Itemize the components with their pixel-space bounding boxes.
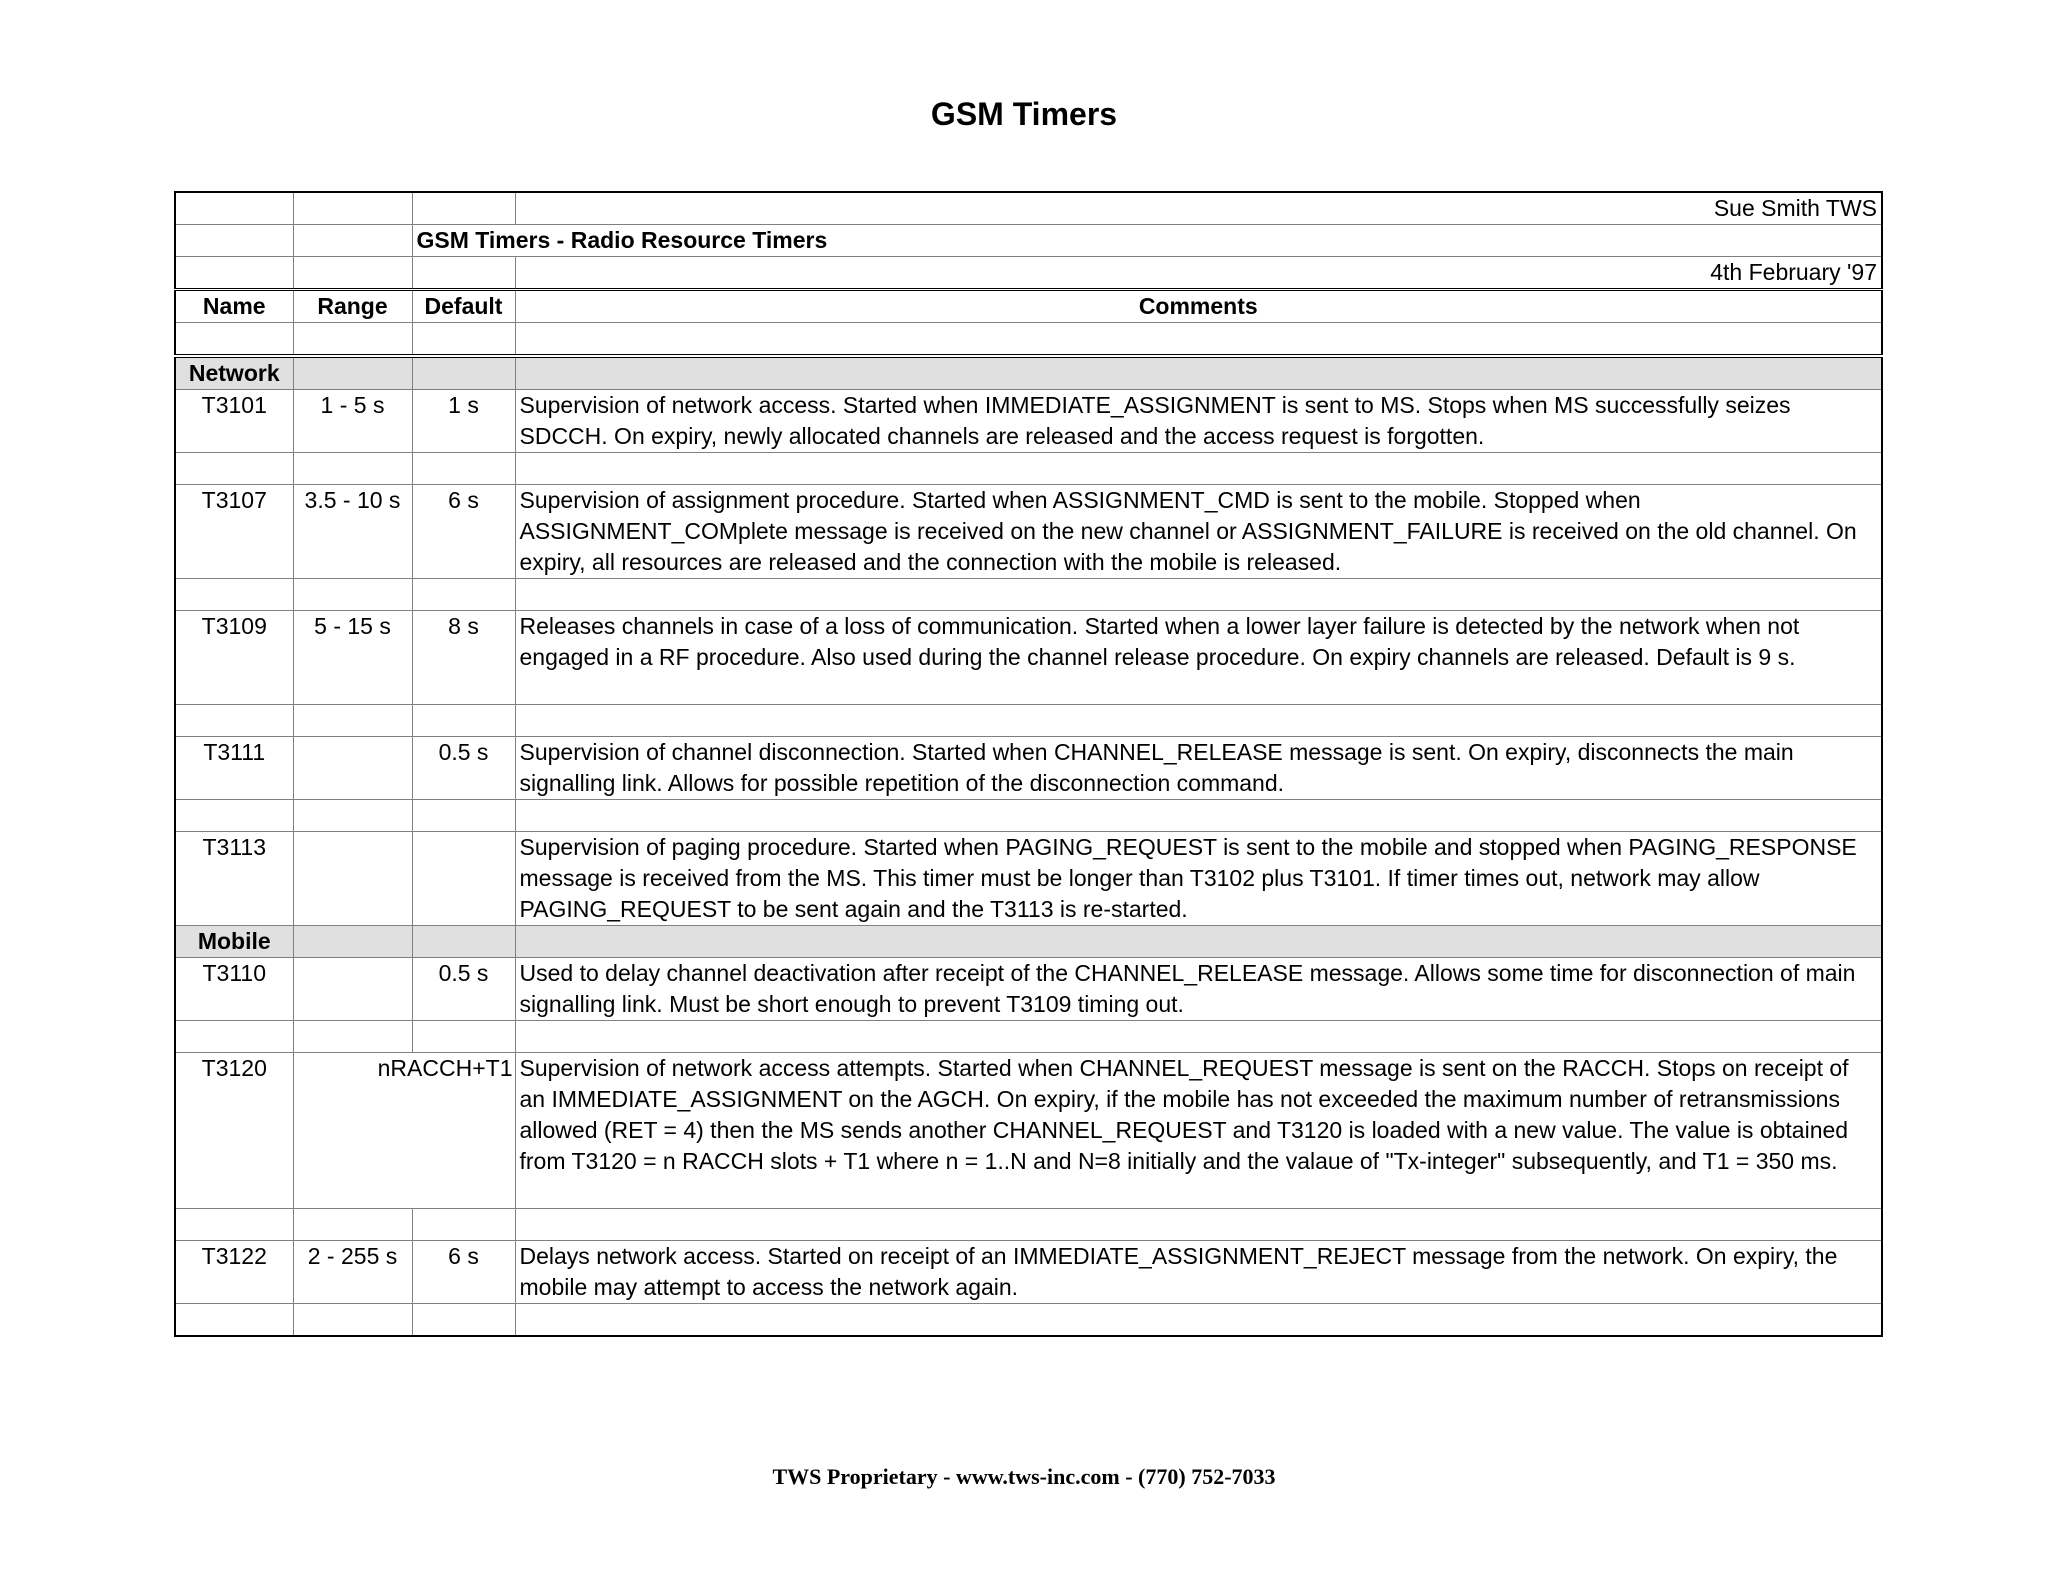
column-header-name: Name <box>175 290 293 323</box>
timer-name: T3120 <box>175 1053 293 1209</box>
spacer-row <box>175 453 1882 485</box>
meta-row-subtitle <box>175 225 1882 257</box>
column-header-row <box>175 290 1882 323</box>
timer-range <box>293 832 412 926</box>
section-label: Network <box>175 356 293 390</box>
timer-name: T3111 <box>175 737 293 800</box>
timer-name: T3113 <box>175 832 293 926</box>
timer-range: 5 - 15 s <box>293 611 412 705</box>
timer-range: 2 - 255 s <box>293 1241 412 1304</box>
timer-name: T3101 <box>175 390 293 453</box>
table-row <box>175 958 1882 1021</box>
spacer-row <box>175 1209 1882 1241</box>
table-row <box>175 485 1882 579</box>
timer-range: 3.5 - 10 s <box>293 485 412 579</box>
timer-comment: Used to delay channel deactivation after receipt of the CHANNEL_RELEASE message. Allows some time for disconnection of main signalling link. Must be short enough to prevent T3109 timing out. <box>515 958 1882 1021</box>
table-row <box>175 1053 1882 1209</box>
section-label: Mobile <box>175 926 293 958</box>
page-title: GSM Timers <box>930 96 1118 132</box>
spacer-row <box>175 800 1882 832</box>
table-row <box>175 832 1882 926</box>
section-header-network <box>175 356 1882 390</box>
table-row <box>175 1241 1882 1304</box>
column-header-default: Default <box>412 290 515 323</box>
date-label: 4th February '97 <box>515 257 1882 290</box>
author-label: Sue Smith TWS <box>515 192 1882 225</box>
timer-default: 1 s <box>412 390 515 453</box>
spacer-row <box>175 1021 1882 1053</box>
footer-text: TWS Proprietary - www.tws-inc.com - (770) 752-7033 <box>772 1464 1276 1489</box>
timer-default: 0.5 s <box>412 958 515 1021</box>
spacer-row <box>175 1304 1882 1337</box>
subtitle: GSM Timers - Radio Resource Timers <box>412 225 1882 257</box>
timer-default: nRACCH+T1 <box>293 1053 515 1209</box>
table-row <box>175 390 1882 453</box>
section-header-mobile <box>175 926 1882 958</box>
timer-default <box>412 832 515 926</box>
timer-range <box>293 958 412 1021</box>
timer-comment: Releases channels in case of a loss of communication. Started when a lower layer failure is detected by the network when not engaged in a RF procedure. Also used during the channel release procedure. On expiry channels are released. Default is 9 s. <box>515 611 1882 705</box>
column-header-comments: Comments <box>515 290 1882 323</box>
timer-comment: Supervision of network access attempts. Started when CHANNEL_REQUEST message is sent on the RACCH. Stops on receipt of an IMMEDIATE_ASSIGNMENT on the AGCH. On expiry, if the mobile has not exceeded the maximum number of retransmissions allowed (RET = 4) then the MS sends another CHANNEL_REQUEST and T3120 is loaded with a new value. The value is obtained from T3120 = n RACCH slots + T1 where n = 1..N and N=8 initially and the valaue of "Tx-integer" subsequently, and T1 = 350 ms. <box>515 1053 1882 1209</box>
timer-name: T3122 <box>175 1241 293 1304</box>
timer-comment: Supervision of channel disconnection. Started when CHANNEL_RELEASE message is sent. On expiry, disconnects the main signalling link. Allows for possible repetition of the disconnection command. <box>515 737 1882 800</box>
meta-row-author <box>175 192 1882 225</box>
timers-table <box>174 191 1883 1337</box>
timer-range: 1 - 5 s <box>293 390 412 453</box>
spacer-row <box>175 579 1882 611</box>
timer-comment: Supervision of paging procedure. Started when PAGING_REQUEST is sent to the mobile and stopped when PAGING_RESPONSE message is received from the MS. This timer must be longer than T3102 plus T3101. If timer times out, network may allow PAGING_REQUEST to be sent again and the T3113 is re-started. <box>515 832 1882 926</box>
table-row <box>175 737 1882 800</box>
spacer-row <box>175 705 1882 737</box>
timer-name: T3107 <box>175 485 293 579</box>
timer-default: 8 s <box>412 611 515 705</box>
timer-name: T3110 <box>175 958 293 1021</box>
timer-default: 6 s <box>412 1241 515 1304</box>
spacer-row <box>175 323 1882 357</box>
table-row <box>175 611 1882 705</box>
meta-row-date <box>175 257 1882 290</box>
timer-default: 0.5 s <box>412 737 515 800</box>
timer-default: 6 s <box>412 485 515 579</box>
timer-name: T3109 <box>175 611 293 705</box>
timer-comment: Delays network access. Started on receipt of an IMMEDIATE_ASSIGNMENT_REJECT message from the network. On expiry, the mobile may attempt to access the network again. <box>515 1241 1882 1304</box>
timer-comment: Supervision of network access. Started when IMMEDIATE_ASSIGNMENT is sent to MS. Stops when MS successfully seizes SDCCH. On expiry, newly allocated channels are released and the access request is forgotten. <box>515 390 1882 453</box>
timer-comment: Supervision of assignment procedure. Started when ASSIGNMENT_CMD is sent to the mobile. Stopped when ASSIGNMENT_COMplete message is received on the new channel or ASSIGNMENT_FAILURE is received on the old channel. On expiry, all resources are released and the connection with the mobile is released. <box>515 485 1882 579</box>
timer-range <box>293 737 412 800</box>
column-header-range: Range <box>293 290 412 323</box>
